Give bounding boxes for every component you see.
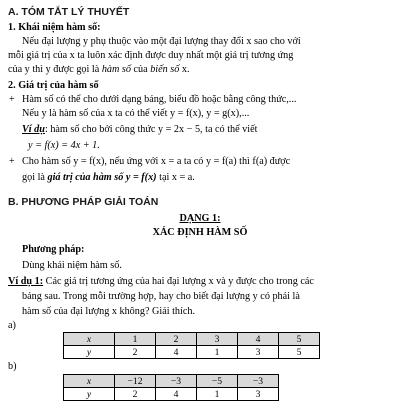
item2-bullet2: Cho hàm số y = f(x), nếu ứng với x = a ta có y = f(a) thì f(a) được [22,156,291,167]
example1-line3: hàm số của đại lượng x không? Giải thích. [22,306,196,317]
table-b-x-cell: −5 [197,375,238,388]
item1-line3 [8,64,190,76]
part-b-label: b) [8,361,17,372]
item1-line3-text-a: của y thì y được gọi là [8,64,102,75]
table-a-y-cell: 3 [238,346,279,359]
example-formula: y = f(x) = 4x + 1. [28,140,100,151]
table-a-x-cell: 3 [197,333,238,346]
table-b-x-cell: −3 [156,375,197,388]
method-text: Dùng khái niệm hàm số. [22,260,122,271]
table-a-x-row [64,333,320,346]
table-b-y-cell: 3 [238,388,279,401]
example-label: Ví dụ [22,124,45,135]
dang-title: XÁC ĐỊNH HÀM SỐ [152,227,248,238]
item2-bullet2-line2 [22,172,195,184]
table-b-x-label: x [64,375,115,388]
table-a-y-row [64,346,320,359]
table-b-y-cell: 2 [115,388,156,401]
item2-heading: 2. Giá trị của hàm số [8,80,99,91]
bullet2-text-c: tại x = a. [156,172,195,183]
section-a-title: A. TÓM TẮT LÝ THUYẾT [8,6,130,18]
table-b-x-cell: −12 [115,375,156,388]
item2-bullet1: Hàm số có thể cho dưới dạng bảng, biểu đồ hoặc bằng công thức,... [22,94,297,105]
item1-line3-text-e: x. [179,64,190,75]
table-b-x-row [64,375,279,388]
table-b-y-label: y [64,388,115,401]
example1-line1 [8,276,314,288]
bullet-2-symbol: + [9,156,15,167]
table-b-x-cell: −3 [238,375,279,388]
example-text: : hàm số cho bởi công thức y = 2x − 5, ta có thể viết [44,124,258,135]
table-a-y-label: y [64,346,115,359]
item1-line2: mỗi giá trị của x ta luôn xác định được duy nhất một giá trị tương ứng [8,50,294,61]
example1-line2: bảng sau. Trong mỗi trường hợp, hay cho biết đại lượng y có phải là [22,291,300,302]
example1-label: Ví dụ 1: [8,276,44,287]
table-b-y-cell: 4 [156,388,197,401]
table-a-x-cell: 4 [238,333,279,346]
section-b-title: B. PHƯƠNG PHÁP GIẢI TOÁN [8,196,159,208]
table-b-y-row [64,388,279,401]
term-ham-so: hàm số [101,64,131,75]
part-a-label: a) [8,320,16,331]
table-a-y-cell: 1 [197,346,238,359]
item2-bullet1-line2: Nếu y là hàm số của x ta có thể viết y = f(x), y = g(x),... [22,108,250,119]
dang-heading: DẠNG 1: [179,213,221,224]
table-b-y-cell: 1 [197,388,238,401]
example-line [22,124,257,136]
bullet-1-symbol: + [9,94,15,105]
method-heading: Phương pháp: [22,244,85,255]
bullet2-text-a: gọi là [22,172,48,183]
item1-line3-text-c: của [130,64,151,75]
item1-heading: 1. Khái niệm hàm số: [8,22,101,33]
example1-text1: Các giá trị tương ứng của hai đại lượng x và y được cho trong các [43,276,314,287]
table-a-x-cell: 5 [279,333,320,346]
item1-line1: Nếu đại lượng y phụ thuộc vào một đại lượng thay đổi x sao cho với [22,36,301,47]
table-b [63,374,279,401]
term-gia-tri-ham-so: giá trị của hàm số y = f(x) [47,172,157,183]
table-a-x-label: x [64,333,115,346]
table-a-y-cell: 2 [115,346,156,359]
term-bien-so: biến số [150,64,180,75]
table-a [63,332,320,359]
table-a-y-cell: 4 [156,346,197,359]
table-a-x-cell: 1 [115,333,156,346]
table-a-x-cell: 2 [156,333,197,346]
table-a-y-cell: 5 [279,346,320,359]
